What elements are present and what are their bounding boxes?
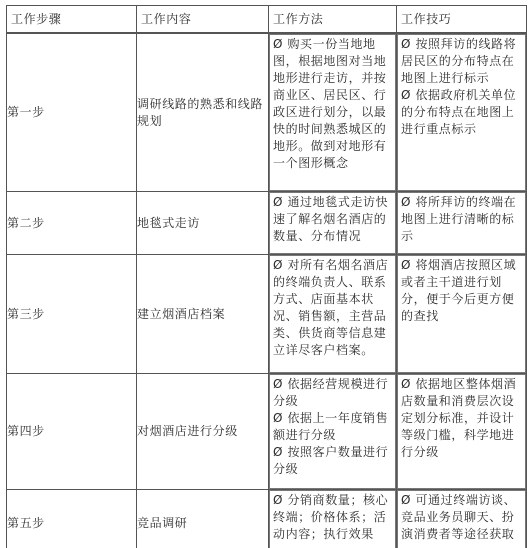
tip-item: Ø 依据地区整体烟酒店数量和消费层次设定划分标准，并设计等级门槛，科学地进行分级 (401, 377, 517, 459)
method-cell (269, 374, 397, 490)
work-steps-table (6, 5, 527, 548)
content-cell: 地毯式走访 (137, 192, 269, 255)
tips-cell (397, 255, 527, 374)
table-row (7, 490, 527, 548)
method-item: Ø 依据经营规模进行分级 (273, 377, 389, 408)
header-method: 工作方法 (269, 6, 397, 34)
method-cell (269, 33, 397, 192)
tip-item: Ø 依据政府机关单位的分布特点在地图上进行重点标示 (401, 88, 517, 136)
method-item: Ø 对所有名烟名酒店的终端负责人、联系方式、店面基本状况、销售额，主营品类、供货商等信息建立详尽客户档案。 (273, 258, 389, 357)
content-cell: 竞品调研 (137, 490, 269, 548)
header-step: 工作步骤 (7, 6, 137, 34)
method-cell (269, 255, 397, 374)
tip-item: Ø 将烟酒店按照区域或者主干道进行划分，便于今后更方便的查找 (401, 258, 517, 323)
tip-item: Ø 将所拜访的终端在地图上进行清晰的标示 (401, 195, 517, 243)
step-cell: 第四步 (7, 374, 137, 490)
tips-cell (397, 33, 527, 192)
tips-cell (397, 192, 527, 255)
header-row (7, 6, 527, 34)
table-row (7, 374, 527, 490)
tip-item: Ø 按照拜访的线路将居民区的分布特点在地图上进行标示 (401, 37, 517, 85)
header-content: 工作内容 (137, 6, 269, 34)
content-cell: 对烟酒店进行分级 (137, 374, 269, 490)
method-item: Ø 通过地毯式走访快速了解名烟名酒店的数量、分布情况 (273, 195, 389, 243)
method-cell (269, 192, 397, 255)
step-cell: 第一步 (7, 33, 137, 192)
table-row (7, 192, 527, 255)
method-item: Ø 依据上一年度销售额进行分级 (273, 411, 389, 442)
tips-cell (397, 490, 527, 548)
tip-item: Ø 可通过终端访谈、竞品业务员聊天、扮演消费者等途径获取 (401, 493, 517, 541)
method-item: Ø 分销商数量；核心终端；价格体系；活动内容；执行效果 (273, 493, 389, 541)
content-cell: 建立烟酒店档案 (137, 255, 269, 374)
tips-cell (397, 374, 527, 490)
method-cell (269, 490, 397, 548)
step-cell: 第三步 (7, 255, 137, 374)
method-item: Ø 购买一份当地地图，根据地图对当地地形进行走访，并按商业区、居民区、行政区进行划分，以最快的时间熟悉城区的地形。做到对地形有一个图形概念 (273, 37, 387, 170)
content-cell: 调研线路的熟悉和线路规划 (137, 33, 269, 192)
table-row (7, 33, 527, 192)
header-tips: 工作技巧 (397, 6, 527, 34)
step-cell: 第五步 (7, 490, 137, 548)
step-cell: 第二步 (7, 192, 137, 255)
table-row (7, 255, 527, 374)
method-item: Ø 按照客户数量进行分级 (273, 445, 389, 476)
